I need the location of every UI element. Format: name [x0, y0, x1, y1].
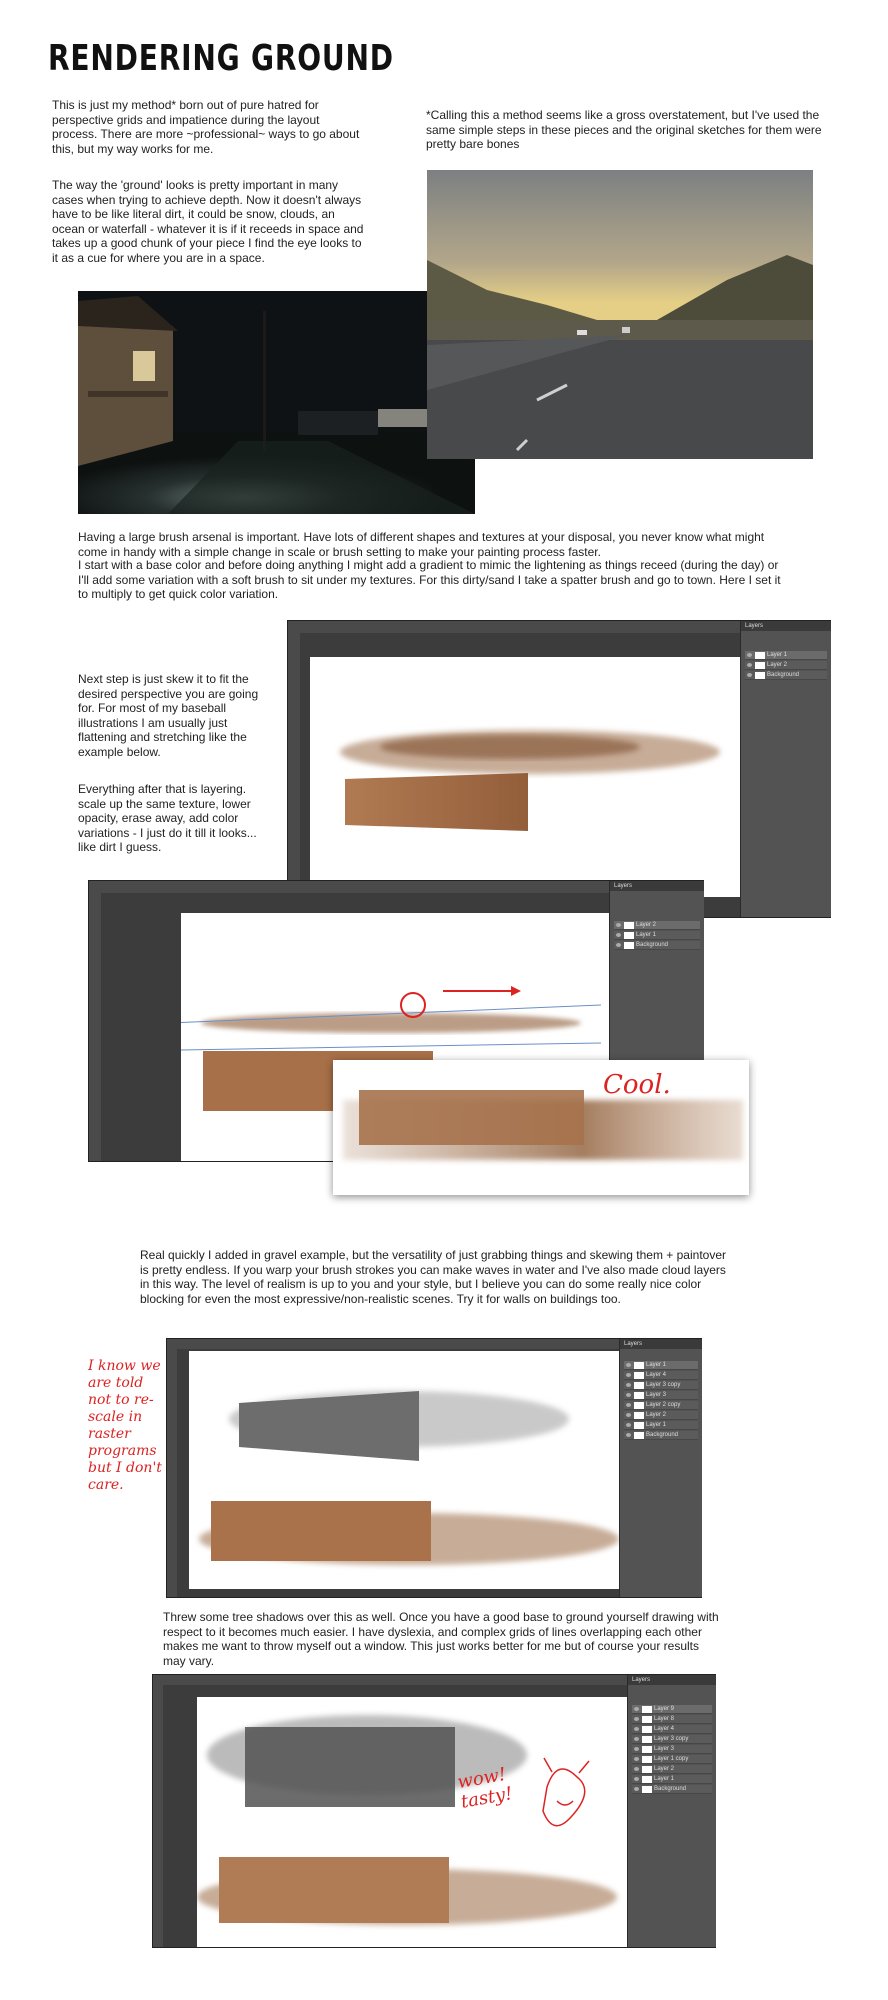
gravel-paragraph: Real quickly I added in gravel example, but the versatility of just grabbing things and skewing them + paintover is pretty endless. If you warp your brush strokes you can make waves in water and I've also made cloud layers in this way. The level of realism is up to you and your style, but I believe you can do some really nice color blocking for even the most expressive/non-realistic scenes. Try it for walls on buildings too. — [140, 1248, 726, 1306]
layer-row[interactable]: Layer 1 — [745, 651, 827, 660]
photoshop-window-3 — [166, 1338, 702, 1598]
tasty-annotation: wow! tasty! — [455, 1763, 515, 1813]
layer-row[interactable]: Layer 9 — [632, 1705, 712, 1714]
layer-row[interactable]: Layer 2 — [745, 661, 827, 670]
layer-row[interactable]: Layer 1 copy — [632, 1755, 712, 1764]
brush-paragraph-2: I start with a base color and before doing anything I might add a gradient to mimic the lightening as things receed (during the day) or I'll add some variation with a soft brush to sit under my textures. For this dirty/sand I take a spatter brush and go to town. Here I set it to multiply to get quick color variation. — [78, 558, 781, 601]
result-card — [333, 1060, 749, 1195]
highway-sunset-painting — [427, 170, 813, 459]
intro-paragraph-1: This is just my method* born out of pure hatred for perspective grids and impatience during the layout process. There are more ~professional~ ways to go about this, but my way works for me. — [52, 98, 360, 156]
layer-row[interactable]: Layer 3 copy — [632, 1735, 712, 1744]
layers-panel-3[interactable] — [619, 1339, 702, 1597]
layer-row[interactable]: Background — [632, 1785, 712, 1794]
layer-row[interactable]: Layer 1 — [624, 1421, 698, 1430]
layer-row[interactable]: Layer 3 — [632, 1745, 712, 1754]
footnote: *Calling this a method seems like a gross overstatement, but I've used the same simple steps in these pieces and the original sketches for them were pretty bare bones — [426, 108, 822, 151]
layers-panel-4[interactable] — [627, 1675, 716, 1947]
skew-paragraph-1: Next step is just skew it to fit the desired perspective you are going for. For most of my baseball illustrations I am usually just flattening and stretching like the example below. — [78, 672, 259, 759]
layer-row[interactable]: Layer 2 copy — [624, 1401, 698, 1410]
layer-row[interactable]: Layer 1 — [624, 1361, 698, 1370]
layer-row[interactable]: Layer 1 — [614, 931, 700, 940]
layers-panel-title: Layers — [741, 621, 831, 631]
layer-row[interactable]: Layer 2 — [624, 1411, 698, 1420]
layer-row[interactable]: Layer 3 copy — [624, 1381, 698, 1390]
layers-panel-1[interactable] — [740, 621, 831, 917]
layer-row[interactable]: Layer 4 — [624, 1371, 698, 1380]
layer-row[interactable]: Layer 8 — [632, 1715, 712, 1724]
layers-panel-title: Layers — [628, 1675, 716, 1685]
cool-annotation: Cool. — [603, 1070, 671, 1100]
skew-paragraph-2: Everything after that is layering. scale up the same texture, lower opacity, erase away, add color variations - I just do it till it looks... like dirt I guess. — [78, 782, 257, 854]
layer-row[interactable]: Layer 3 — [624, 1391, 698, 1400]
canvas-1[interactable] — [310, 657, 740, 897]
layers-panel-title: Layers — [610, 881, 704, 891]
rescale-annotation: I know we are told not to re-scale in raster programs but I don't care. — [88, 1358, 162, 1493]
layer-row[interactable]: Background — [624, 1431, 698, 1440]
tree-paragraph: Threw some tree shadows over this as well. Once you have a good base to ground yourself drawing with respect to it becomes much easier. I have dyslexia, and complex grids of lines overlapping each other makes me want to throw myself out a window. This just works better for me but of course your results may vary. — [163, 1610, 719, 1668]
layers-panel-2[interactable] — [609, 881, 704, 1081]
layer-row[interactable]: Layer 4 — [632, 1725, 712, 1734]
night-house-painting — [78, 291, 475, 514]
layer-row[interactable]: Background — [745, 671, 827, 680]
layer-row[interactable]: Background — [614, 941, 700, 950]
intro-paragraph-2: The way the 'ground' looks is pretty important in many cases when trying to achieve depth. Now it doesn't always have to be like literal dirt, it could be snow, clouds, an ocean or waterfall - whatever it is if it receeds in space and takes up a good chunk of your piece I find the eye looks to it as a cue for where you are in a space. — [52, 178, 364, 265]
layer-row[interactable]: Layer 2 — [632, 1765, 712, 1774]
photoshop-window-4 — [152, 1674, 716, 1948]
brush-paragraph-1: Having a large brush arsenal is important. Have lots of different shapes and textures at your disposal, you never know what might come in handy with a simple change in scale or brush setting to make your painting process faster. — [78, 530, 765, 559]
photoshop-window-1 — [287, 620, 831, 918]
page-title: RENDERING GROUND — [48, 38, 394, 79]
canvas-4[interactable] — [197, 1697, 627, 1947]
layers-panel-title: Layers — [620, 1339, 702, 1349]
layer-row[interactable]: Layer 1 — [632, 1775, 712, 1784]
canvas-3[interactable] — [189, 1351, 619, 1589]
layer-row[interactable]: Layer 2 — [614, 921, 700, 930]
